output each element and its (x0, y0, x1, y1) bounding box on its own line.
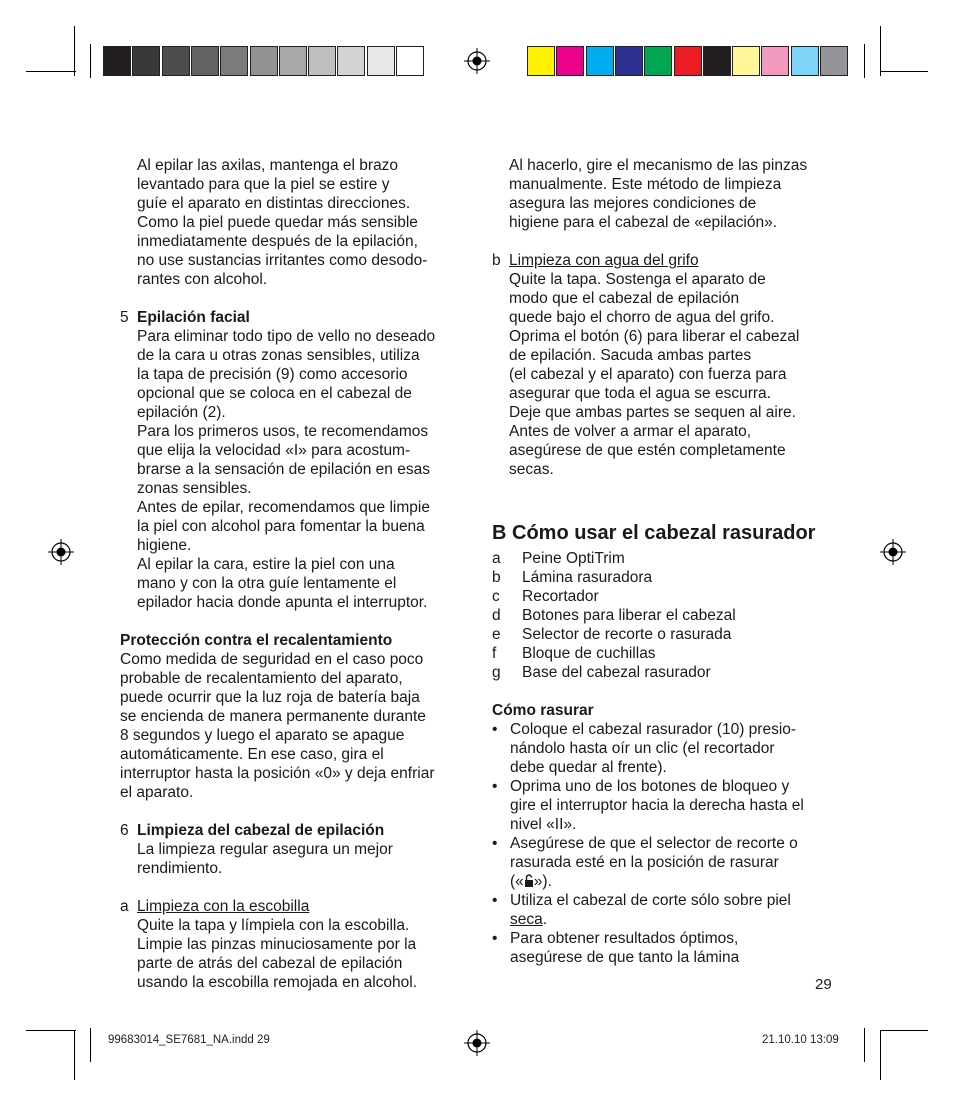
text-line: mano y con la otra guíe lentamente el (137, 575, 397, 592)
crop-mark (90, 44, 91, 78)
subsection-letter: a (120, 898, 129, 915)
text-line: Antes de volver a armar el aparato, (509, 423, 752, 440)
color-swatch (337, 46, 365, 76)
color-swatch (644, 46, 672, 76)
text-line: la tapa de precisión (9) como accesorio (137, 366, 408, 383)
bullet: • (492, 721, 498, 738)
shaver-parts-list (492, 549, 842, 682)
text-line: parte de atrás del cabezal de epilación (137, 955, 403, 972)
text-line: Para eliminar todo tipo de vello no deseado (137, 328, 436, 345)
crop-mark (880, 1030, 928, 1031)
registration-mark-icon (464, 48, 490, 74)
text-line: asegúrese de que estén completamente (509, 442, 786, 459)
text-line: nándolo hasta oír un clic (el recortador (510, 740, 775, 757)
text-line: Asegúrese de que el selector de recorte o (510, 835, 798, 852)
tap-water-cleaning-subsection (492, 251, 842, 479)
color-swatch (396, 46, 424, 76)
text-line: Como la piel puede quedar más sensible (137, 214, 418, 231)
list-item (492, 720, 842, 777)
color-swatch (761, 46, 789, 76)
part-name: Recortador (522, 588, 599, 605)
section-title: Epilación facial (137, 309, 250, 326)
bullet: • (492, 930, 498, 947)
text-line: de la cara u otras zonas sensibles, utiliza (137, 347, 420, 364)
left-column (120, 156, 470, 992)
part-letter: e (492, 626, 501, 643)
part-letter: a (492, 550, 501, 567)
text-line: quede bajo el chorro de agua del grifo. (509, 309, 775, 326)
text-line: 8 segundos y luego el aparato se apague (120, 727, 405, 744)
bullet: • (492, 835, 498, 852)
list-item (492, 606, 842, 625)
section-heading: B Cómo usar el cabezal rasurador (492, 522, 816, 544)
part-name: Botones para liberar el cabezal (522, 607, 736, 624)
section-title: Protección contra el recalentamiento (120, 632, 393, 649)
list-item (492, 644, 842, 663)
crop-mark (90, 1028, 91, 1062)
text-line: usando la escobilla remojada en alcohol. (137, 974, 418, 991)
how-to-shave-title: Cómo rasurar (492, 702, 594, 719)
text-line: zonas sensibles. (137, 480, 252, 497)
text-line: debe quedar al frente). (510, 759, 667, 776)
text-line: La limpieza regular asegura un mejor (137, 841, 393, 858)
part-name: Lámina rasuradora (522, 569, 653, 586)
color-swatch (586, 46, 614, 76)
text-line: asegúrese de que tanto la lámina (510, 949, 740, 966)
section-number: 5 (120, 309, 129, 326)
lock-open-icon (524, 874, 534, 888)
crop-mark (74, 26, 75, 76)
crop-mark (880, 26, 881, 76)
text-line: la piel con alcohol para fomentar la buena (137, 518, 425, 535)
part-name: Peine OptiTrim (522, 550, 625, 567)
text-line: rantes con alcohol. (137, 271, 268, 288)
bullet: • (492, 778, 498, 795)
color-swatch (132, 46, 160, 76)
text-line: epilador hacia donde apunta el interruptor. (137, 594, 428, 611)
text-line: Coloque el cabezal rasurador (10) presio- (510, 721, 797, 738)
list-item (492, 663, 842, 682)
part-name: Bloque de cuchillas (522, 645, 656, 662)
registration-mark-icon (880, 539, 906, 565)
part-letter: f (492, 645, 497, 662)
text-line: rasurada esté en la posición de rasurar (510, 854, 779, 871)
text-line: Quite la tapa. Sostenga el aparato de (509, 271, 766, 288)
text-line: manualmente. Este método de limpieza (509, 176, 782, 193)
text-line: secas. (509, 461, 554, 478)
subsection-title: Limpieza con la escobilla (137, 898, 310, 915)
text-line: Utiliza el cabezal de corte sólo sobre piel (510, 892, 791, 909)
text-line: rendimiento. (137, 860, 223, 877)
right-column (492, 156, 842, 967)
symbol-close: »). (533, 873, 552, 890)
text-line: Oprima uno de los botones de bloqueo y (510, 778, 790, 795)
text-line: brarse a la sensación de epilación en esas (137, 461, 430, 478)
text-line: Para los primeros usos, te recomendamos (137, 423, 429, 440)
continued-paragraph (492, 156, 842, 232)
crop-mark (26, 1030, 76, 1031)
crop-mark (880, 71, 928, 72)
list-item (492, 587, 842, 606)
text-line: no use sustancias irritantes como desodo- (137, 252, 428, 269)
text-line: nivel «II». (510, 816, 577, 833)
section-6-cleaning (120, 821, 470, 878)
color-swatch (527, 46, 555, 76)
page-number: 29 (815, 976, 832, 993)
color-swatch (791, 46, 819, 76)
underlined-word: seca (510, 911, 543, 928)
color-swatch (367, 46, 395, 76)
shaving-instructions-list (492, 720, 842, 967)
symbol-open: (« (510, 873, 524, 890)
crop-mark (864, 1028, 865, 1062)
part-letter: g (492, 664, 501, 681)
text-line: gire el interruptor hacia la derecha hasta el (510, 797, 804, 814)
text-line: (el cabezal y el aparato) con fuerza para (509, 366, 787, 383)
crop-mark (74, 1030, 75, 1080)
section-5-facial-epilation (120, 308, 470, 612)
list-item (492, 568, 842, 587)
registration-mark-icon (464, 1030, 490, 1056)
text-line: interruptor hasta la posición «0» y deja enfriar (120, 765, 435, 782)
text-line: Oprima el botón (6) para liberar el cabezal (509, 328, 800, 345)
text-line: probable de recalentamiento del aparato, (120, 670, 403, 687)
part-name: Selector de recorte o rasurada (522, 626, 732, 643)
color-swatch (820, 46, 848, 76)
text-line: asegura las mejores condiciones de (509, 195, 757, 212)
text-line: Al epilar las axilas, mantenga el brazo (137, 157, 399, 174)
part-letter: c (492, 588, 500, 605)
text-line: Para obtener resultados óptimos, (510, 930, 739, 947)
text-line: Al hacerlo, gire el mecanismo de las pinzas (509, 157, 808, 174)
registration-mark-icon (48, 539, 74, 565)
section-number: 6 (120, 822, 129, 839)
color-swatch (703, 46, 731, 76)
crop-mark (880, 1030, 881, 1080)
text-line: inmediatamente después de la epilación, (137, 233, 418, 250)
text-line: guíe el aparato en distintas direcciones. (137, 195, 411, 212)
list-item (492, 549, 842, 568)
crop-mark (26, 71, 76, 72)
list-item (492, 625, 842, 644)
cleaning-brush-subsection (120, 897, 470, 992)
crop-mark (864, 44, 865, 78)
color-swatch (250, 46, 278, 76)
color-swatch (308, 46, 336, 76)
subsection-title: Limpieza con agua del grifo (509, 252, 699, 269)
text-line: Antes de epilar, recomendamos que limpie (137, 499, 430, 516)
text-line: Deje que ambas partes se sequen al aire. (509, 404, 796, 421)
list-item (492, 929, 842, 967)
text-line: Quite la tapa y límpiela con la escobilla. (137, 917, 410, 934)
part-name: Base del cabezal rasurador (522, 664, 711, 681)
text-line: Como medida de seguridad en el caso poco (120, 651, 424, 668)
footer-file-info: 99683014_SE7681_NA.indd 29 (108, 1034, 270, 1046)
color-swatch (732, 46, 760, 76)
text-line: epilación (2). (137, 404, 226, 421)
color-swatch (191, 46, 219, 76)
text-line: opcional que se coloca en el cabezal de (137, 385, 412, 402)
text-line: Limpie las pinzas minuciosamente por la (137, 936, 417, 953)
list-item (492, 834, 842, 891)
color-swatch (162, 46, 190, 76)
list-item (492, 891, 842, 929)
text-line: higiene para el cabezal de «epilación». (509, 214, 778, 231)
subsection-letter: b (492, 252, 501, 269)
part-letter: d (492, 607, 501, 624)
footer-date: 21.10.10 13:09 (762, 1034, 839, 1046)
text-line: el aparato. (120, 784, 194, 801)
color-swatch (674, 46, 702, 76)
color-swatch (220, 46, 248, 76)
text-line: que elija la velocidad «I» para acostum- (137, 442, 411, 459)
color-swatch (615, 46, 643, 76)
text-line: higiene. (137, 537, 192, 554)
text-line: de epilación. Sacuda ambas partes (509, 347, 752, 364)
color-swatch (103, 46, 131, 76)
axilas-paragraph (120, 156, 470, 289)
text-line: Al epilar la cara, estire la piel con una (137, 556, 395, 573)
overheat-protection-section (120, 631, 470, 802)
text-line: asegurar que toda el agua se escurra. (509, 385, 771, 402)
list-item (492, 777, 842, 834)
text-line: automáticamente. En ese caso, gira el (120, 746, 384, 763)
text-line: puede ocurrir que la luz roja de batería baja (120, 689, 420, 706)
text-line: se encienda de manera permanente durante (120, 708, 426, 725)
text-line: modo que el cabezal de epilación (509, 290, 740, 307)
bullet: • (492, 892, 498, 909)
color-swatch (279, 46, 307, 76)
text-line: levantado para que la piel se estire y (137, 176, 390, 193)
part-letter: b (492, 569, 501, 586)
color-swatch (556, 46, 584, 76)
period: . (542, 911, 548, 928)
section-title: Limpieza del cabezal de epilación (137, 822, 385, 839)
